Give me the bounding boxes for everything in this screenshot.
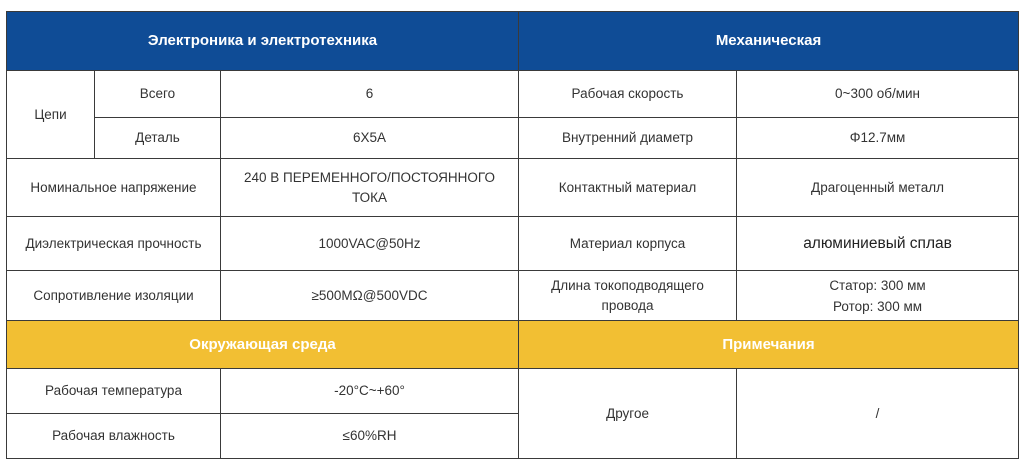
lead-label [519, 271, 737, 321]
lead-rotor: Ротор: 300 мм [833, 298, 923, 314]
temp-value: -20°C~+60° [221, 369, 519, 414]
circuits-label: Цепи [7, 71, 95, 159]
humidity-value: ≤60%RH [221, 414, 519, 459]
lead-value [737, 271, 1019, 321]
dielectric-value: 1000VAC@50Hz [221, 217, 519, 271]
other-value: / [737, 369, 1019, 459]
spec-table [6, 11, 1019, 459]
housing-label: Материал корпуса [519, 217, 737, 271]
temp-label: Рабочая температура [7, 369, 221, 414]
detail-value: 6X5A [221, 118, 519, 159]
detail-label: Деталь [95, 118, 221, 159]
header-notes: Примечания [519, 321, 1019, 369]
header-row-top [7, 12, 1019, 71]
voltage-value [221, 159, 519, 217]
contact-label: Контактный материал [519, 159, 737, 217]
voltage-value-text: 240 В ПЕРЕМЕННОГО/ПОСТОЯННОГО ТОКА [244, 169, 495, 205]
total-value: 6 [221, 71, 519, 118]
dielectric-label: Диэлектрическая прочность [7, 217, 221, 271]
housing-value: алюминиевый сплав [737, 217, 1019, 271]
diameter-label: Внутренний диаметр [519, 118, 737, 159]
voltage-label: Номинальное напряжение [7, 159, 221, 217]
table-row [7, 271, 1019, 321]
insulation-value: ≥500MΩ@500VDC [221, 271, 519, 321]
contact-value: Драгоценный металл [737, 159, 1019, 217]
speed-value: 0~300 об/мин [737, 71, 1019, 118]
speed-label: Рабочая скорость [519, 71, 737, 118]
header-electronics: Электроника и электротехника [7, 12, 519, 71]
insulation-label: Сопротивление изоляции [7, 271, 221, 321]
lead-label-text: Длина токоподводящего провода [551, 277, 704, 313]
table-row [7, 118, 1019, 159]
humidity-label: Рабочая влажность [7, 414, 221, 459]
table-row [7, 369, 1019, 414]
table-row [7, 71, 1019, 118]
table-row [7, 217, 1019, 271]
header-mechanical: Механическая [519, 12, 1019, 71]
header-environment: Окружающая среда [7, 321, 519, 369]
lead-stator: Статор: 300 мм [829, 277, 926, 293]
total-label: Всего [95, 71, 221, 118]
table-row [7, 159, 1019, 217]
header-row-bottom [7, 321, 1019, 369]
other-label: Другое [519, 369, 737, 459]
diameter-value: Φ12.7мм [737, 118, 1019, 159]
